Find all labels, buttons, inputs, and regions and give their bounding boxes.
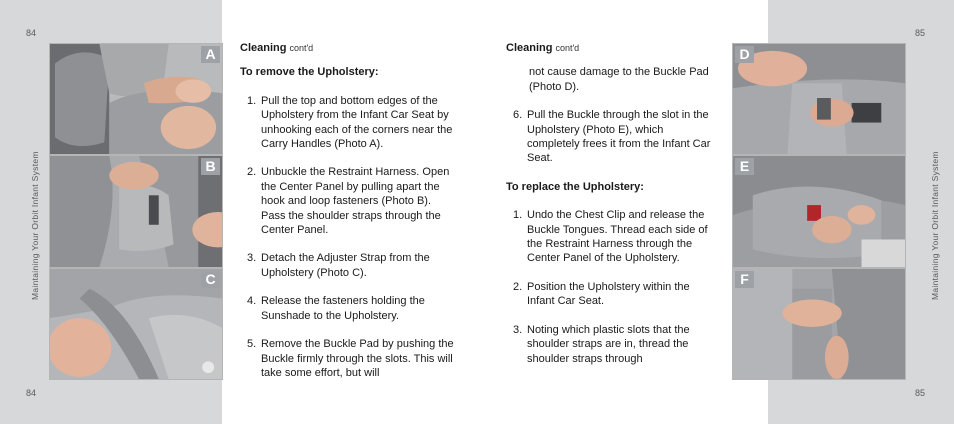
list-item: 3. Detach the Adjuster Strap from the Upholstery (Photo C). (247, 252, 430, 279)
photo-d (732, 43, 906, 155)
photo-c-image (50, 269, 222, 379)
right-text-column (506, 41, 716, 380)
photo-e-label: E (735, 158, 754, 175)
photo-e (732, 155, 906, 268)
page-number-top-left: 84 (26, 28, 37, 38)
list-item: 2. Unbuckle the Restraint Harness. Open the Center Panel by pulling apart the hook and loop fasteners (Photo B). Pass the shoulder straps through the Center Panel. (247, 166, 450, 237)
left-text-column (240, 41, 455, 394)
section-heading-left: Cleaning cont'd (240, 42, 314, 54)
photo-e-image (733, 156, 905, 267)
list-item: 1. Undo the Chest Clip and release the Buckle Tongues. Thread each side of the Restraint Harness through the Center Panel of the Upholstery. (513, 209, 708, 265)
subheading-remove-upholstery: To remove the Upholstery: (240, 66, 379, 79)
photo-f (732, 268, 906, 380)
list-item: 2. Position the Upholstery within the Infant Car Seat. (513, 280, 690, 308)
list-item: 4. Release the fasteners holding the Sunshade to the Upholstery. (247, 295, 425, 322)
photo-a-label: A (201, 46, 220, 63)
page-number-bottom-right: 85 (915, 388, 926, 398)
photo-a (49, 43, 223, 155)
page-number-bottom-left: 84 (26, 388, 37, 398)
side-label-left: Maintaining Your Orbit Infant System (30, 151, 40, 300)
photo-b-image (50, 156, 222, 267)
photo-f-image (733, 269, 905, 379)
list-item: 3. Noting which plastic slots that the shoulder straps are in, thread the shoulder straps through (513, 323, 690, 365)
list-item: 5. Remove the Buckle Pad by pushing the Buckle firmly through the slots. This will take some effort, but will (247, 338, 454, 379)
photo-d-label: D (735, 46, 754, 63)
replace-steps-list (506, 208, 716, 366)
subheading-replace-upholstery: To replace the Upholstery: (506, 180, 644, 193)
page-number-top-right: 85 (915, 28, 926, 38)
remove-steps-continued (506, 108, 716, 166)
list-item: 6. Pull the Buckle through the slot in the Upholstery (Photo E), which completely frees it from the Infant Car Seat. (513, 109, 711, 165)
photo-a-image (50, 44, 222, 154)
photo-f-label: F (735, 271, 754, 288)
photo-b-label: B (201, 158, 220, 175)
photo-b (49, 155, 223, 268)
remove-steps-list (240, 94, 455, 381)
photo-d-image (733, 44, 905, 154)
side-label-right: Maintaining Your Orbit Infant System (930, 151, 940, 300)
continued-paragraph: not cause damage to the Buckle Pad (Photo D). (529, 66, 709, 93)
photo-c (49, 268, 223, 380)
list-item: 1. Pull the top and bottom edges of the Upholstery from the Infant Car Seat by unhooking each of the corners near the Carry Handles (Photo A). (247, 94, 453, 151)
photo-c-label: C (201, 271, 220, 288)
section-heading-right: Cleaning cont'd (506, 42, 580, 54)
